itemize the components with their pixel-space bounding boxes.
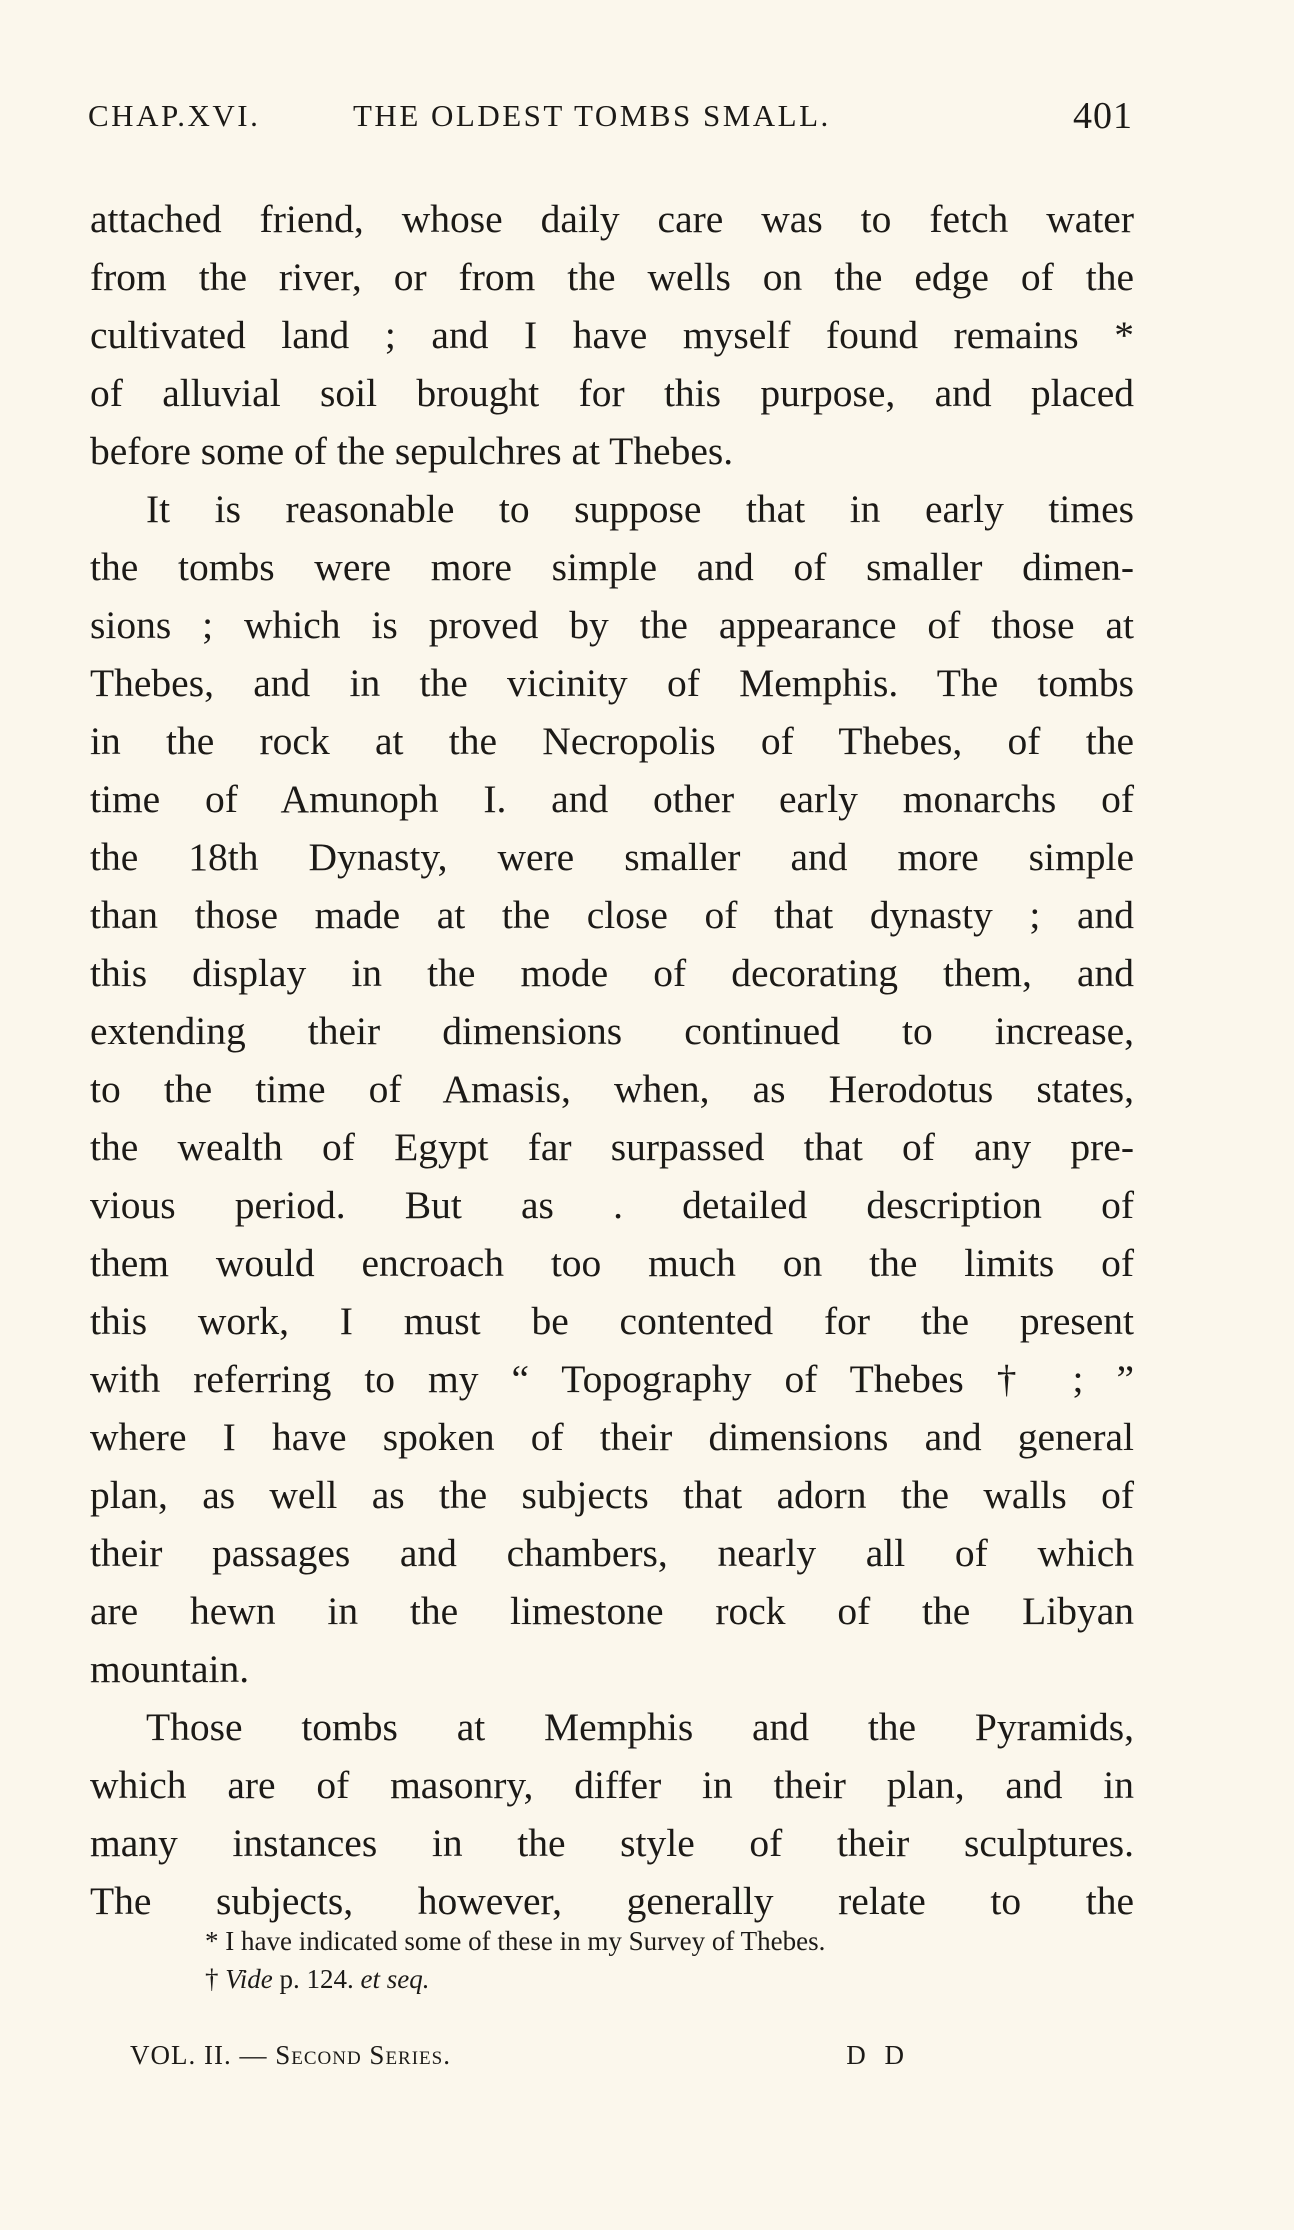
footnote-dagger	[90, 1960, 1134, 1998]
text-line: from the river, or from the wells on the edge of the	[90, 255, 1134, 299]
text-line: attached friend, whose daily care was to fetch water	[90, 197, 1134, 241]
text-line: plan, as well as the subjects that adorn the walls of	[90, 1473, 1134, 1517]
text-line: Those tombs at Memphis and the Pyramids,	[146, 1705, 1134, 1749]
text-line: many instances in the style of their sculptures.	[90, 1821, 1134, 1865]
running-title: THE OLDEST TOMBS SMALL.	[353, 98, 831, 133]
text-line: the tombs were more simple and of smaller dimen-	[90, 545, 1134, 589]
text-line: The subjects, however, generally relate to the	[90, 1879, 1134, 1923]
footnote-page-ref: p. 124.	[279, 1964, 354, 1994]
footnote-et-seq: et seq.	[360, 1964, 430, 1994]
text-line: where I have spoken of their dimensions and general	[90, 1415, 1134, 1459]
text-line: extending their dimensions continued to increase,	[90, 1009, 1134, 1053]
text-line: which are of masonry, differ in their plan, and in	[90, 1763, 1134, 1807]
text-line: this display in the mode of decorating them, and	[90, 951, 1134, 995]
text-line: vious period. But as . detailed description of	[90, 1183, 1134, 1227]
volume-label: VOL. II. — Second Series.	[130, 2040, 451, 2070]
text-line: cultivated land ; and I have myself found remains *	[90, 313, 1134, 357]
signature-line	[130, 2040, 910, 2080]
text-line: in the rock at the Necropolis of Thebes, of the	[90, 719, 1134, 763]
chapter-label: CHAP.XVI.	[88, 98, 261, 133]
text-line: this work, I must be contented for the present	[90, 1299, 1134, 1343]
footnotes	[90, 1922, 1134, 1998]
text-line: sions ; which is proved by the appearance of those at	[90, 603, 1134, 647]
text-line: to the time of Amasis, when, as Herodotus states,	[90, 1067, 1134, 1111]
dagger-mark: †	[205, 1964, 219, 1994]
text-line: time of Amunoph I. and other early monarchs of	[90, 777, 1134, 821]
text-line: them would encroach too much on the limits of	[90, 1241, 1134, 1285]
signature-mark: D D	[846, 2040, 910, 2070]
body-text	[90, 190, 1134, 1930]
footnote-vide: Vide	[225, 1964, 273, 1994]
footnote-asterisk: * I have indicated some of these in my Survey of Thebes.	[205, 1926, 826, 1956]
text-line: the 18th Dynasty, were smaller and more simple	[90, 835, 1134, 879]
page-number: 401	[1073, 95, 1133, 137]
text-line: before some of the sepulchres at Thebes.	[90, 429, 734, 473]
text-line: with referring to my “ Topography of Thebes † ; ”	[90, 1357, 1134, 1401]
text-line: the wealth of Egypt far surpassed that of any pre-	[90, 1125, 1134, 1169]
text-line: Thebes, and in the vicinity of Memphis. The tombs	[90, 661, 1134, 705]
running-head	[88, 95, 1133, 146]
text-line: are hewn in the limestone rock of the Libyan	[90, 1589, 1134, 1633]
text-line: It is reasonable to suppose that in early times	[146, 487, 1134, 531]
text-line: than those made at the close of that dynasty ; and	[90, 893, 1134, 937]
text-line: their passages and chambers, nearly all of which	[90, 1531, 1134, 1575]
text-line: of alluvial soil brought for this purpose, and placed	[90, 371, 1134, 415]
text-line: mountain.	[90, 1647, 250, 1691]
